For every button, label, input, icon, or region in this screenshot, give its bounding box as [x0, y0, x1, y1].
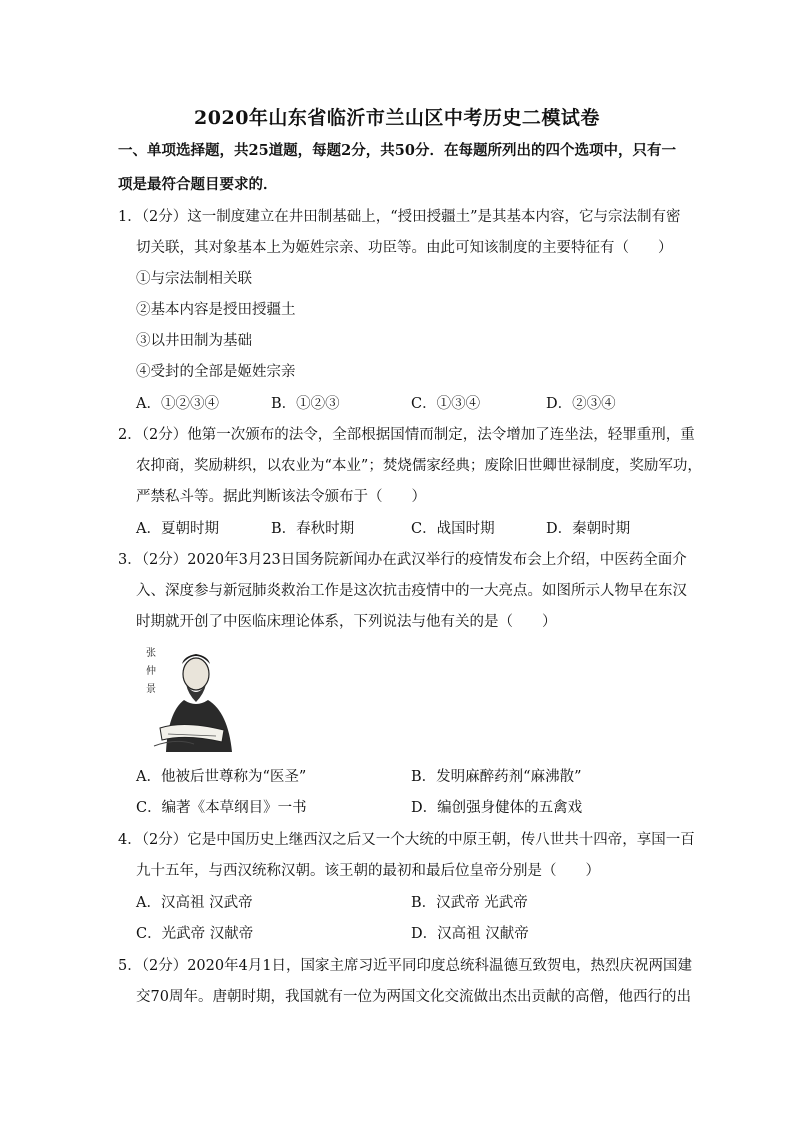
- q3-option-b[interactable]: B．发明麻醉药剂“麻沸散”: [411, 769, 582, 785]
- q4-option-b[interactable]: B．汉武帝 光武帝: [411, 895, 528, 911]
- figure-caption-char1: 张: [146, 648, 156, 659]
- q5-line1: 5．（2分）2020年4月1日，国家主席习近平同印度总统科温德互致贺电，热烈庆祝两国建: [118, 958, 693, 974]
- q1-line1: 1．（2分）这一制度建立在井田制基础上，“授田授疆土”是其基本内容，它与宗法制有密: [118, 209, 681, 225]
- section-heading-line2: 项是最符合题目要求的．: [118, 176, 278, 193]
- q4-line1: 4．（2分）它是中国历史上继西汉之后又一个大统的中原王朝，传八世共十四帝，享国一百: [118, 832, 695, 848]
- q5-line2: 交70周年。唐朝时期，我国就有一位为两国文化交流做出杰出贡献的高僧，他西行的出: [136, 989, 691, 1005]
- q3-line3: 时期就开创了中医临床理论体系，下列说法与他有关的是（ ）: [136, 614, 557, 630]
- q1-statement3: ③以井田制为基础: [136, 333, 252, 349]
- q1-option-b[interactable]: B．①②③: [271, 396, 340, 412]
- q2-line1: 2．（2分）他第一次颁布的法令，全部根据国情而制定，法令增加了连坐法，轻罪重刑，重: [118, 427, 695, 443]
- q1-statement4: ④受封的全部是姬姓宗亲: [136, 364, 296, 380]
- q1-statement2: ②基本内容是授田授疆土: [136, 302, 296, 318]
- q4-option-a[interactable]: A．汉高祖 汉武帝: [136, 895, 253, 911]
- q4-option-d[interactable]: D．汉高祖 汉献帝: [411, 926, 529, 942]
- q3-option-d[interactable]: D．编创强身健体的五禽戏: [411, 800, 583, 816]
- q4-line2: 九十五年，与西汉统称汉朝。该王朝的最初和最后位皇帝分别是（ ）: [136, 863, 600, 879]
- section-heading-line1: 一、单项选择题，共25道题，每题2分，共50分．在每题所列出的四个选项中，只有一: [118, 142, 676, 159]
- q1-option-c[interactable]: C．①③④: [411, 396, 481, 412]
- figure-caption-char2: 仲: [146, 666, 156, 677]
- q3-option-c[interactable]: C．编著《本草纲目》一书: [136, 800, 307, 816]
- q2-option-d[interactable]: D．秦朝时期: [546, 521, 631, 537]
- q3-line2: 入、深度参与新冠肺炎救治工作是这次抗击疫情中的一大亮点。如图所示人物早在东汉: [136, 583, 687, 599]
- q1-option-a[interactable]: A．①②③④: [136, 396, 219, 412]
- q1-statement1: ①与宗法制相关联: [136, 271, 252, 287]
- q2-option-c[interactable]: C．战国时期: [411, 521, 495, 537]
- q3-option-a[interactable]: A．他被后世尊称为“医圣”: [136, 769, 307, 785]
- q1-option-d[interactable]: D．②③④: [546, 396, 616, 412]
- q3-line1: 3．（2分）2020年3月23日国务院新闻办在武汉举行的疫情发布会上介绍，中医药全面介: [118, 552, 687, 568]
- figure-caption-char3: 景: [146, 684, 156, 695]
- q2-line3: 严禁私斗等。据此判断该法令颁布于（ ）: [136, 489, 426, 505]
- q4-option-c[interactable]: C．光武帝 汉献帝: [136, 926, 254, 942]
- q1-line2: 切关联，其对象基本上为姬姓宗亲、功臣等。由此可知该制度的主要特征有（ ）: [136, 240, 673, 256]
- page-title: 2020年山东省临沂市兰山区中考历史二模试卷: [194, 107, 600, 129]
- q2-option-b[interactable]: B．春秋时期: [271, 521, 355, 537]
- q2-line2: 农抑商，奖励耕织，以农业为“本业”；焚烧儒家经典；废除旧世卿世禄制度，奖励军功，: [136, 458, 702, 474]
- portrait-icon: [136, 642, 248, 754]
- q2-option-a[interactable]: A．夏朝时期: [136, 521, 219, 537]
